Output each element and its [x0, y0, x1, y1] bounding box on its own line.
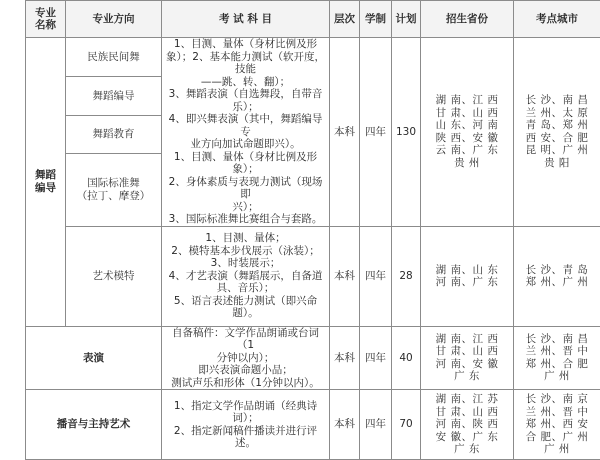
header-provinces: 招生省份: [421, 1, 514, 38]
plan-cell: 130: [392, 38, 421, 227]
cities-cell: 长 沙、南 昌 兰 州、太 原 青 岛、郑 州 西 安、合 肥 昆 明、广 州 贵 阳: [514, 38, 600, 227]
provinces-cell: 湖 南、江 西 甘 肃、山 西 河 南、安 徽 广 东: [421, 326, 514, 390]
direction-cell: 舞蹈教育: [66, 115, 162, 153]
plan-cell: 40: [392, 326, 421, 390]
subjects-cell: 1、目测、量体； 2、模特基本步伐展示（泳装）； 3、时装展示； 4、才艺表演（舞蹈展示，自备道 具、音乐）； 5、语言表述能力测试（即兴命 题）。: [162, 226, 330, 326]
enrollment-table: [25, 0, 600, 460]
header-direction: 专业方向: [66, 1, 162, 38]
direction-cell: 艺术模特: [66, 226, 162, 326]
years-cell: 四年: [360, 326, 392, 390]
subjects-cell: 1、目测、量体（身材比例及形 象）；2、基本能力测试（软开度， 技能 ——跳、转、翻）； 3、舞蹈表演（自选舞段，自带音 乐）； 4、即兴舞表演（其中，舞蹈编导专 业方向加试命题即兴）。 1、目测、量体（身材比例及形象）； 2、身体素质与表现力测试（现场即 兴）； 3、国际标准舞比赛组合与套路。: [162, 38, 330, 227]
provinces-cell: 湖 南、山 东 河 南、广 东: [421, 226, 514, 326]
direction-cell: 舞蹈编导: [66, 77, 162, 115]
header-row: [26, 1, 600, 38]
level-cell: 本科: [330, 38, 360, 227]
plan-cell: 28: [392, 226, 421, 326]
header-major-name: 专业 名称: [26, 1, 66, 38]
major-name-performance: 表演: [26, 326, 162, 390]
table-row: [26, 326, 600, 390]
subjects-cell: 1、指定文学作品朗诵（经典诗 词）； 2、指定新闻稿件播读并进行评述。: [162, 390, 330, 460]
cities-cell: 长 沙、南 昌 兰 州、晋 中 郑 州、合 肥 广 州: [514, 326, 600, 390]
cities-cell: 长 沙、南 京 兰 州、晋 中 郑 州、西 安 合 肥、广 州 广 州: [514, 390, 600, 460]
header-subjects: 考 试 科 目: [162, 1, 330, 38]
subjects-cell: 自备稿件：文学作品朗诵或台词（1 分钟以内）； 即兴表演命题小品； 测试声乐和形体（1分钟以内）。: [162, 326, 330, 390]
direction-cell: 民族民间舞: [66, 38, 162, 77]
level-cell: 本科: [330, 326, 360, 390]
cities-cell: 长 沙、青 岛 郑 州、广 州: [514, 226, 600, 326]
level-cell: 本科: [330, 226, 360, 326]
header-years: 学制: [360, 1, 392, 38]
major-name-broadcasting: 播音与主持艺术: [26, 390, 162, 460]
plan-cell: 70: [392, 390, 421, 460]
header-level: 层次: [330, 1, 360, 38]
years-cell: 四年: [360, 390, 392, 460]
table-row: [26, 38, 600, 77]
provinces-cell: 湖 南、江 西 甘 肃、山 西 山 东、河 南 陕 西、安 徽 云 南、广 东 贵 州: [421, 38, 514, 227]
level-cell: 本科: [330, 390, 360, 460]
direction-cell: 国际标准舞 （拉丁、摩登）: [66, 153, 162, 226]
table-row: [26, 390, 600, 460]
years-cell: 四年: [360, 226, 392, 326]
major-name-dance: 舞蹈 编导: [26, 38, 66, 327]
provinces-cell: 湖 南、江 苏 甘 肃、山 西 河 南、陕 西 安 徽、广 东 广 东: [421, 390, 514, 460]
header-plan: 计划: [392, 1, 421, 38]
years-cell: 四年: [360, 38, 392, 227]
table-row: [26, 226, 600, 326]
header-cities: 考点城市: [514, 1, 600, 38]
